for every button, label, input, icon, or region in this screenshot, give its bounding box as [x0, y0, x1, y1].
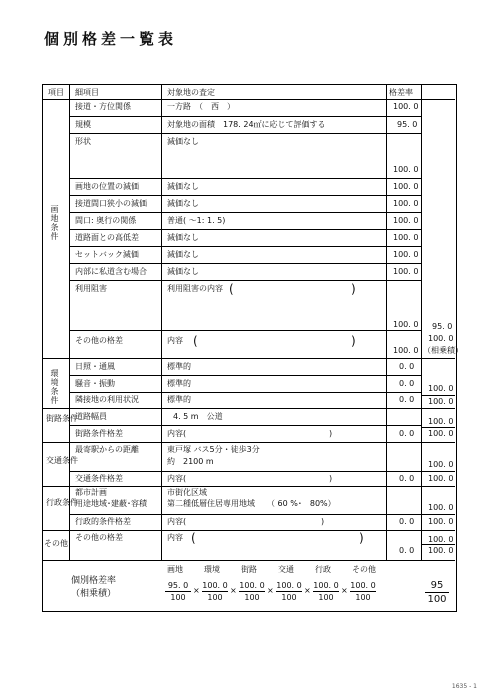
open-bracket: (: [229, 282, 234, 296]
row-name: 行政的条件格差: [75, 517, 131, 526]
admin-product: 100. 0: [428, 517, 454, 526]
close-bracket: ): [359, 531, 364, 545]
row-name-2: 用途地域･建蔽･容積: [75, 499, 147, 508]
fraction-numerator: 95. 0: [165, 581, 191, 592]
close-paren: ): [321, 517, 325, 526]
summary-fraction: [239, 581, 265, 602]
section-env: 環境条件: [50, 369, 59, 405]
row-rate: 0. 0: [399, 395, 415, 404]
row-value: 減価なし: [167, 267, 199, 276]
row-value: 4. 5 m 公道: [173, 412, 223, 421]
result-numerator: 95: [425, 580, 449, 593]
fraction-numerator: 100. 0: [313, 581, 339, 590]
row-rate: 0. 0: [399, 474, 415, 483]
row-value-2: 約 2100 m: [167, 457, 214, 466]
times-sign: ×: [267, 586, 274, 595]
fraction-numerator: 100. 0: [202, 581, 228, 590]
row-rate: 0. 0: [399, 546, 415, 555]
row-rate: 100. 0: [393, 102, 419, 111]
header-assessment: 対象地の査定: [167, 88, 215, 97]
row-value: 減価なし: [167, 233, 199, 242]
land-product-note: （相乗積）: [423, 346, 463, 355]
row-rate: 0. 0: [399, 429, 415, 438]
row-rate: 0. 0: [399, 379, 415, 388]
row-name: 接道・方位関係: [75, 102, 131, 111]
row-rate: 95. 0: [397, 120, 418, 129]
env-subtotal: 100. 0: [428, 384, 454, 393]
fraction-denominator: 100: [281, 593, 297, 602]
land-product: 100. 0: [428, 334, 454, 343]
row-rate: 0. 0: [399, 362, 415, 371]
row-name: 接道間口狭小の減価: [75, 199, 147, 208]
row-rate: 100. 0: [393, 250, 419, 259]
row-name: 日照・通風: [75, 362, 115, 371]
row-name: その他の格差: [75, 533, 123, 542]
summary-head: 環境: [204, 565, 220, 574]
row-rate: 100. 0: [393, 165, 419, 174]
fraction-denominator: 100: [207, 593, 223, 602]
row-rate: 100. 0: [393, 216, 419, 225]
admin-subtotal: 100. 0: [428, 503, 454, 512]
summary-label-note: （相乗積）: [71, 589, 117, 599]
row-rate: 100. 0: [393, 320, 419, 329]
fraction-denominator: 100: [244, 593, 260, 602]
row-name: 利用阻害: [75, 284, 107, 293]
traffic-subtotal: 100. 0: [428, 460, 454, 469]
row-value: 市街化区域: [167, 488, 207, 497]
row-value: 対象地の面積 178. 24㎡に応じて評価する: [167, 120, 326, 129]
summary-head: 行政: [315, 565, 331, 574]
header-rate: 格差率: [389, 88, 413, 97]
row-rate: 100. 0: [393, 346, 419, 355]
row-value: 内容(: [167, 474, 187, 483]
row-value: 利用阻害の内容: [167, 284, 223, 293]
summary-head: 交通: [278, 565, 294, 574]
section-land: 画地条件: [50, 205, 59, 241]
result-fraction: [425, 580, 449, 605]
summary-head: 街路: [241, 565, 257, 574]
summary-fraction: [350, 581, 376, 602]
row-name: 都市計画: [75, 488, 107, 497]
row-rate: 0. 0: [399, 517, 415, 526]
row-value: 減価なし: [167, 199, 199, 208]
row-value: 普通( ～1: 1. 5): [167, 216, 226, 225]
summary-fraction: [313, 581, 339, 602]
row-name: 街路条件格差: [75, 429, 123, 438]
fraction-denominator: 100: [355, 593, 371, 602]
row-rate: 100. 0: [393, 199, 419, 208]
row-value: 一方路 （ 西 ）: [167, 102, 235, 111]
row-value: 内容: [167, 533, 183, 542]
row-name: 画地の位置の減価: [75, 182, 139, 191]
row-value: 内容(: [167, 517, 187, 526]
summary-fraction: [202, 581, 228, 602]
summary-fraction: [165, 581, 191, 602]
close-paren: ): [329, 474, 333, 483]
fraction-numerator: 100. 0: [239, 581, 265, 590]
row-name: 規模: [75, 120, 91, 129]
row-name: 形状: [75, 137, 91, 146]
road-product: 100. 0: [428, 429, 454, 438]
other-subtotal: 100. 0: [428, 535, 454, 544]
times-sign: ×: [304, 586, 311, 595]
row-name: 内部に私道含む場合: [75, 267, 147, 276]
row-name: 騒音・振動: [75, 379, 115, 388]
open-bracket: (: [191, 531, 196, 545]
close-paren: ): [329, 429, 333, 438]
summary-label: 個別格差率: [71, 576, 117, 586]
row-value: 減価なし: [167, 250, 199, 259]
other-product: 100. 0: [428, 546, 454, 555]
times-sign: ×: [341, 586, 348, 595]
row-name: 最寄駅からの距離: [75, 445, 139, 454]
header-item: 項目: [48, 88, 64, 97]
row-value: 減価なし: [167, 182, 199, 191]
row-value: 減価なし: [167, 137, 199, 146]
env-product: 100. 0: [428, 397, 454, 406]
row-value: 内容(: [167, 429, 187, 438]
row-name: その他の格差: [75, 336, 123, 345]
row-name: セットバック減価: [75, 250, 139, 259]
row-name: 道路幅員: [75, 412, 107, 421]
fraction-numerator: 100. 0: [276, 581, 302, 590]
section-other: その他: [44, 539, 68, 548]
evaluation-table: [42, 84, 463, 612]
row-name: 交通条件格差: [75, 474, 123, 483]
result-denominator: 100: [427, 594, 447, 605]
row-rate: 100. 0: [393, 182, 419, 191]
row-rate: 100. 0: [393, 233, 419, 242]
header-subitem: 細項目: [75, 88, 99, 97]
row-rate: 100. 0: [393, 267, 419, 276]
fraction-numerator: 100. 0: [350, 581, 376, 590]
close-bracket: ): [351, 334, 356, 348]
fraction-denominator: 100: [170, 593, 186, 602]
times-sign: ×: [230, 586, 237, 595]
page-title: 個別格差一覧表: [44, 30, 178, 48]
row-value: 東戸塚 バス5分・徒歩3分: [167, 445, 260, 454]
section-admin: 行政条件: [46, 498, 78, 507]
fraction-denominator: 100: [318, 593, 334, 602]
land-subtotal: 95. 0: [432, 322, 453, 331]
row-value: 標準的: [167, 362, 191, 371]
summary-head: 画地: [167, 565, 183, 574]
summary-head: その他: [352, 565, 376, 574]
row-name: 隣接地の利用状況: [75, 395, 139, 404]
row-value: 標準的: [167, 395, 191, 404]
section-traffic: 交通条件: [46, 456, 78, 465]
row-value: 内容: [167, 336, 183, 345]
row-name: 間口: 奥行の関係: [75, 216, 137, 225]
row-value: 標準的: [167, 379, 191, 388]
summary-fraction: [276, 581, 302, 602]
close-bracket: ): [351, 282, 356, 296]
traffic-product: 100. 0: [428, 474, 454, 483]
road-subtotal: 100. 0: [428, 417, 454, 426]
row-value-2: 第二種低層住居専用地域 （ 60 %･ 80%）: [167, 499, 336, 508]
times-sign: ×: [193, 586, 200, 595]
page-number: 1635 - 1: [451, 683, 477, 690]
section-road: 街路条件: [46, 414, 78, 423]
open-bracket: (: [193, 334, 198, 348]
row-name: 道路面との高低差: [75, 233, 139, 242]
